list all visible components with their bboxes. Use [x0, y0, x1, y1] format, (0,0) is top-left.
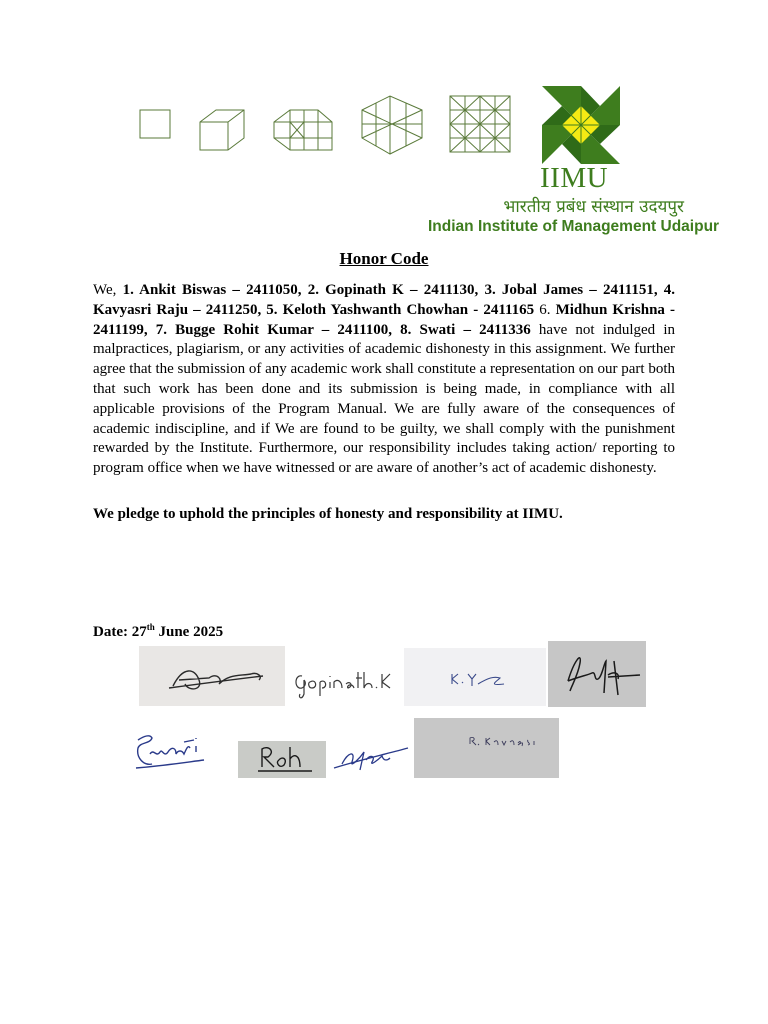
pinwheel-logo-icon: [542, 86, 620, 164]
square-shape-1: [140, 110, 170, 138]
logo-english-name: Indian Institute of Management Udaipur: [428, 218, 720, 235]
signature-7: [330, 738, 412, 778]
signature-6: [238, 741, 326, 778]
cube-shape-3: [274, 110, 332, 150]
header-graphic: [136, 92, 516, 158]
logo-hindi-name: भारतीय प्रबंध संस्थान उदयपुर: [503, 197, 684, 217]
logo-short-name: IIMU: [540, 162, 609, 194]
body-segment-bold: 1. Ankit Biswas – 2411050, 2. Gopinath K – 2411130, 3. Jobal James – 2411151, 4. Kavyasri Raju – 2411250, 5. Keloth Yashwanth Chowhan - 2411165: [93, 282, 675, 318]
date-rest: June 2025: [154, 624, 224, 640]
page-title: Honor Code: [339, 249, 429, 268]
signature-5: [92, 718, 235, 778]
body-segment: We,: [93, 282, 123, 298]
pattern-shape-5: [450, 96, 510, 152]
cube-shape-2: [200, 110, 244, 150]
body-segment-bold: Midhun Krishna - 2411199, 7. Bugge Rohit Kumar – 2411100, 8. Swati – 2411336: [93, 301, 675, 338]
signature-4: [548, 641, 646, 707]
pattern-shape-4: [362, 96, 422, 154]
honor-code-paragraph: [93, 281, 675, 479]
signature-1: [139, 646, 285, 706]
date-ordinal: th: [146, 622, 155, 632]
signature-8: [414, 718, 559, 778]
signature-2: [292, 660, 392, 706]
body-segment: 6.: [539, 301, 556, 318]
iimu-logo: [428, 86, 730, 238]
signature-3: [404, 648, 546, 706]
date-line: [93, 622, 223, 641]
pledge-statement: We pledge to uphold the principles of honesty and responsibility at IIMU.: [93, 506, 563, 522]
date-label: Date: 27: [93, 624, 147, 640]
body-segment: have not indulged in malpractices, plagiarism, or any activities of academic dishonesty in this assignment. We further agree that the submission of any academic work shall constitute a representation on our part both that such work has been done and its submission is being made, in compliance with all applicable provisions of the Program Manual. We are fully aware of the consequences of academic indiscipline, and if We are found to be guilty, we shall comply with the punishment rewarded by the Institute. Furthermore, our responsibility includes taking action/ reporting to program office when we have witnessed or are aware of another’s act of academic dishonesty.: [93, 321, 675, 477]
